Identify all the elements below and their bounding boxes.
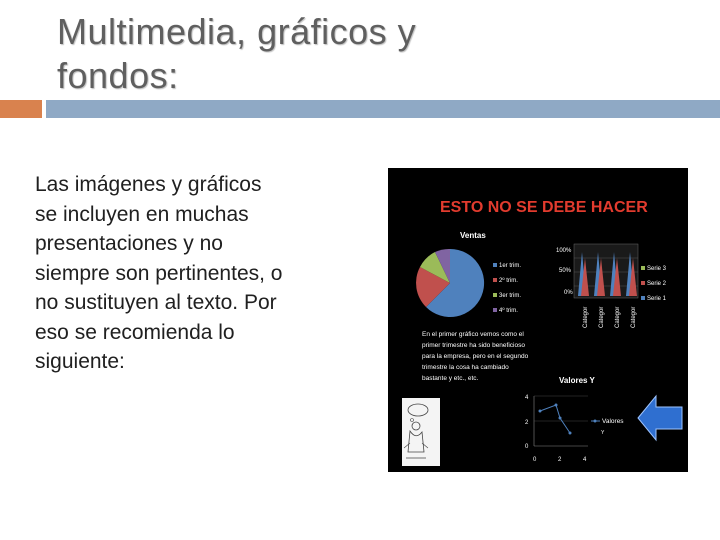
body-line: siguiente: [35,350,125,373]
bar-chart [556,244,667,328]
bar-category-label: Categor [615,306,621,328]
bad-example-heading: ESTO NO SE DEBE HACER [440,199,648,216]
bar-y-tick: 100% [556,248,572,254]
body-line: presentaciones y no [35,232,223,255]
bar-y-tick: 0% [564,290,573,296]
pie-legend-item: 1er trim. [499,263,522,269]
bar-category-label: Categor [631,306,637,328]
pie-title: Ventas [460,231,486,240]
bar-category-label: Categor [583,306,589,328]
line-x-tick: 4 [583,457,587,463]
title-line-1: Multimedia, gráficos y [57,11,417,52]
figure-paragraph-line: primer trimestre ha sido beneficioso [422,342,525,349]
line-x-tick: 0 [533,457,537,463]
line-y-tick: 4 [525,395,529,401]
line-series [540,405,570,433]
body-line: eso se recomienda lo [35,320,235,344]
pie-legend [493,263,521,314]
line-y-tick: 2 [525,420,529,426]
body-line: no sustituyen al texto. Por [35,291,277,314]
body-paragraph [35,170,365,377]
slide-title [57,10,657,98]
title-line-2: fondos: [57,55,179,96]
figure-paragraph-line: En el primer gráfico vemos como el [422,331,524,338]
pie-legend-item: 3er trim. [499,293,522,299]
figure-paragraph-line: trimestre la cosa ha cambiado [422,364,509,371]
accent-bar-blue [46,100,720,118]
bar-legend-item: Serie 3 [647,266,667,272]
bar-y-tick: 50% [559,268,572,274]
line-chart-title: Valores Y [559,376,595,385]
line-legend-sub: Y [601,430,605,436]
body-line: siempre son pertinentes, o [35,261,283,285]
figure-paragraph [422,331,529,382]
cartoon-doodle-icon [402,398,440,466]
line-y-tick: 0 [525,444,529,450]
line-legend-item: Valores [602,418,624,425]
accent-bar-orange [0,100,42,118]
pie-chart [416,249,484,317]
line-chart [525,376,624,463]
bad-example-image [388,168,688,472]
pie-legend-item: 2º trim. [499,278,518,284]
bar-category-label: Categor [599,306,605,328]
figure-paragraph-line: bastante y etc., etc. [422,375,479,382]
bar-legend-item: Serie 1 [647,296,667,302]
pie-legend-item: 4º trim. [499,308,518,314]
figure-paragraph-line: para la empresa, pero en el segundo [422,353,529,360]
body-line: se incluyen en muchas [35,202,249,226]
line-x-tick: 2 [558,457,562,463]
left-arrow-icon [638,396,682,440]
body-line: Las imágenes y gráficos [35,173,262,196]
bar-legend-item: Serie 2 [647,281,667,287]
